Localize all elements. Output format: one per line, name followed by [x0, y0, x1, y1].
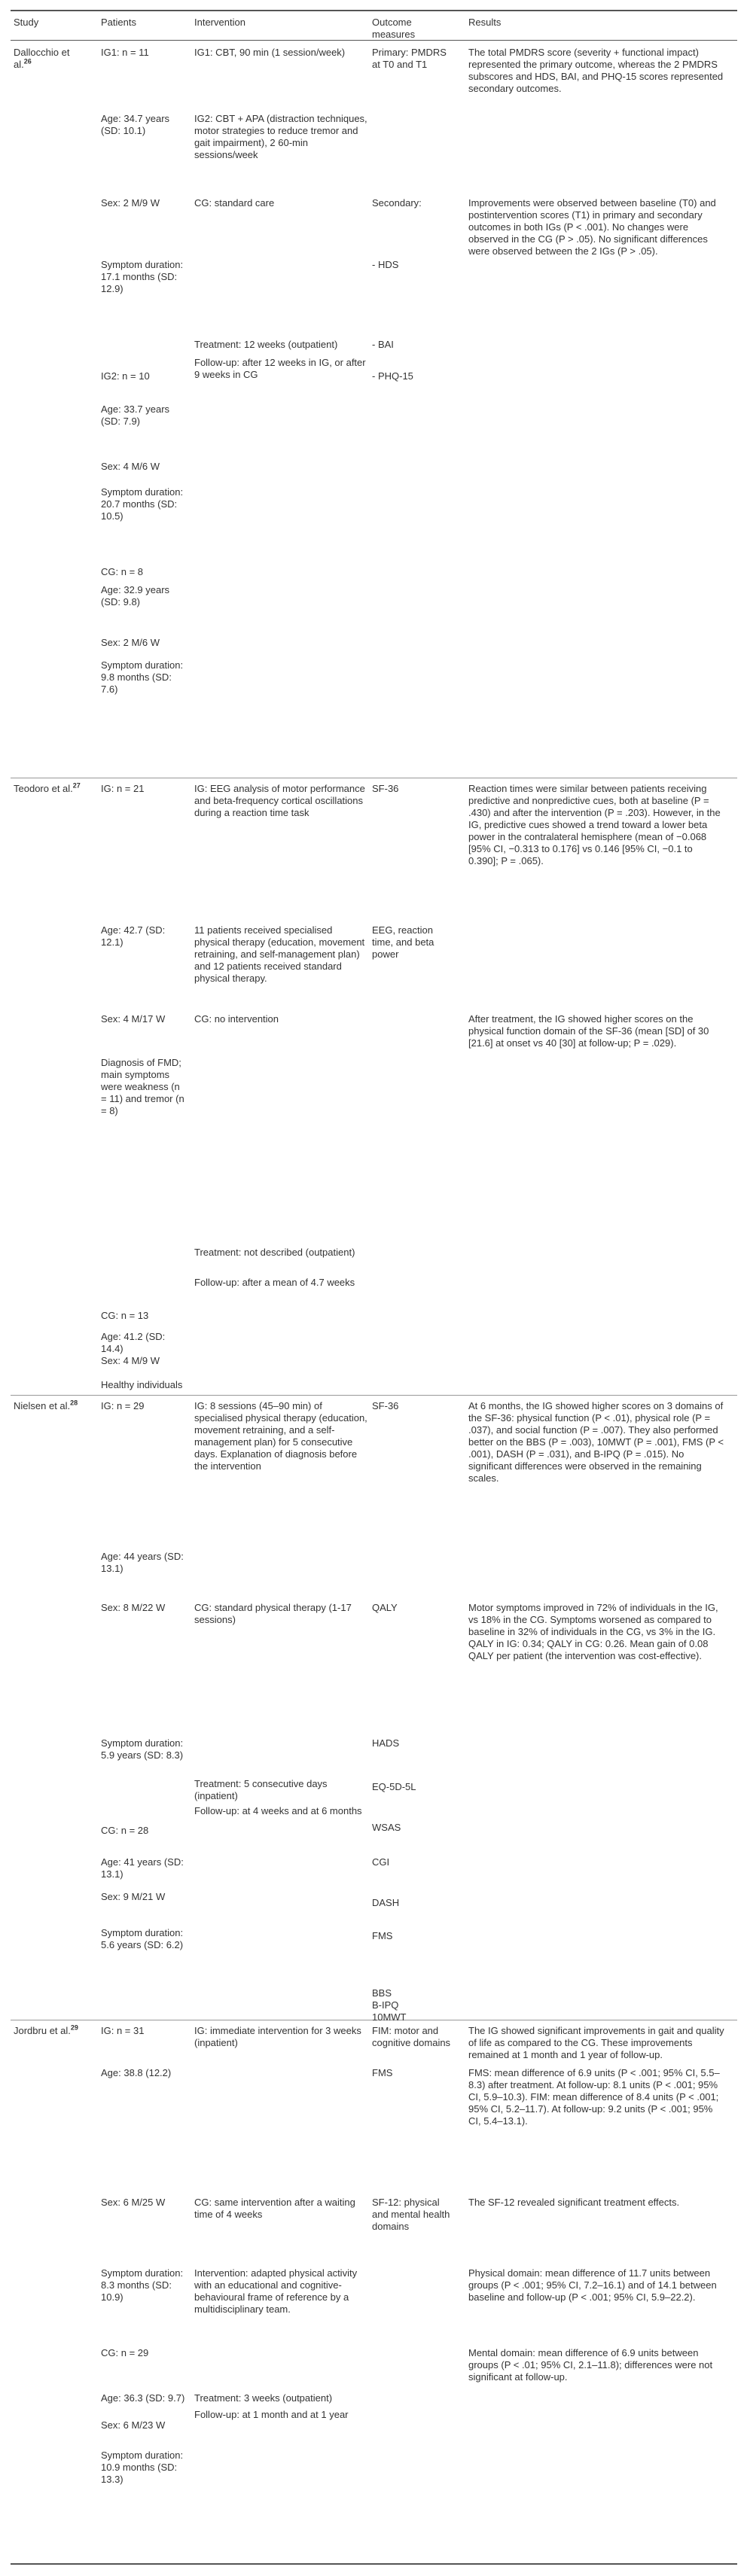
header-study: Study	[14, 17, 39, 28]
header-intervention: Intervention	[194, 17, 245, 28]
study-name: Nielsen et al.$^{28}$	[14, 1399, 78, 1411]
result-text: FMS: mean difference of 6.9 units (P < .001; 95% CI, 5.5–8.3) after treatment. At follow-up: 8.1 units (P < .001; 95% CI, 5.9–10.3). FIM: mean difference of 8.4 units (P < .001; 95% CI, 5.2–11.7). At follow-up: 9.2 units (P < .001; 95% CI, 5.4–13.1).	[468, 2067, 720, 2127]
header-patients: Patients	[101, 17, 136, 28]
intervention-text: IG2: CBT + APA (distraction techniques, motor strategies to reduce tremor and gait impairment), 2 60-min sessions/week	[194, 113, 367, 160]
outcome-measure: - HDS	[372, 259, 399, 270]
result-text: After treatment, the IG showed higher scores on the physical function domain of the SF-36 (mean [SD] of 30 [21.6] at onset vs 40 [30] at follow-up; P = .029).	[468, 1013, 709, 1049]
study-name: Jordbru et al.$^{29}$	[14, 2023, 78, 2036]
group-sex: Sex: 6 M/23 W	[101, 2419, 166, 2431]
outcome-measure: BBS	[372, 1987, 392, 1999]
group-age: Age: 36.3 (SD: 9.7)	[101, 2392, 185, 2404]
group-size: IG: n = 29	[101, 1400, 145, 1411]
follow-up: Follow-up: after 12 weeks in IG, or after 9 weeks in CG	[194, 357, 366, 380]
group-size: IG2: n = 10	[101, 370, 150, 382]
table-bottom-rule	[11, 2563, 737, 2565]
treatment-duration: Treatment: 12 weeks (outpatient)	[194, 339, 338, 350]
result-text: Motor symptoms improved in 72% of individuals in the IG, vs 18% in the CG. Symptoms worsened as compared to baseline in 32% of individuals in the CG, vs 3% in the IG. QALY in IG: 0.34; QALY in CG: 0.26. Mean gain of 0.08 QALY per patient (the intervention was cost-effective).	[468, 1602, 718, 1661]
result-text: The total PMDRS score (severity + functional impact) represented the primary outcome, whereas the 2 PMDRS subscores and HDS, BAI, and PHQ-15 scores represented secondary outcomes.	[468, 47, 724, 94]
group-size: IG: n = 21	[101, 783, 145, 794]
outcome-measure: FMS	[372, 1930, 393, 1941]
symptom-duration: Symptom duration: 5.9 years (SD: 8.3)	[101, 1737, 184, 1761]
follow-up: Follow-up: at 1 month and at 1 year	[194, 2409, 349, 2420]
treatment-duration: Treatment: 5 consecutive days (inpatient)	[194, 1778, 328, 1801]
study-name: Teodoro et al.$^{27}$	[14, 781, 81, 794]
treatment-duration: Treatment: 3 weeks (outpatient)	[194, 2392, 333, 2404]
table-top-rule	[11, 10, 737, 11]
symptom-duration: Symptom duration: 5.6 years (SD: 6.2)	[101, 1927, 184, 1950]
result-text: The IG showed significant improvements in gait and quality of life as compared to the CG. These improvements remained at 1 month and 1 year of follow-up.	[468, 2025, 724, 2060]
group-size: CG: n = 13	[101, 1310, 149, 1321]
header-results: Results	[468, 17, 502, 28]
follow-up: Follow-up: after a mean of 4.7 weeks	[194, 1277, 355, 1288]
intervention-text: CG: standard care	[194, 197, 275, 209]
outcome-measure: SF-36	[372, 1400, 399, 1411]
group-sex: Sex: 2 M/6 W	[101, 637, 160, 648]
group-sex: Sex: 6 M/25 W	[101, 2197, 166, 2208]
intervention-text: CG: no intervention	[194, 1013, 279, 1025]
intervention-text: Intervention: adapted physical activity with an educational and cognitive-behavioural frame of reference by a multidisciplinary team.	[194, 2267, 358, 2315]
outcome-measure: CGI	[372, 1856, 390, 1868]
result-text: The SF-12 revealed significant treatment effects.	[468, 2197, 680, 2208]
symptom-duration: Symptom duration: 9.8 months (SD: 7.6)	[101, 659, 184, 695]
group-size: CG: n = 28	[101, 1825, 149, 1836]
intervention-text: CG: same intervention after a waiting time of 4 weeks	[194, 2197, 355, 2220]
control-description: Healthy individuals	[101, 1379, 183, 1390]
result-text: At 6 months, the IG showed higher scores on 3 domains of the SF-36: physical function (P < .01), physical role (P = .037), and social function (P = .007). They also performed better on the BBS (P = .003), 10MWT (P = .001), FMS (P < .001), DASH (P = .031), and B-IPQ (P = .015). No significant differences were observed in the remaining scales.	[468, 1400, 724, 1484]
group-age: Age: 41 years (SD: 13.1)	[101, 1856, 184, 1880]
outcome-measure: Primary: PMDRS at T0 and T1	[372, 47, 447, 70]
result-text: Reaction times were similar between patients receiving predictive and nonpredictive cues, both at baseline (P = .430) and after the intervention (P = .203). However, in the IG, predictive cues showed a trend toward a lower beta power in the contralateral hemisphere (mean of −0.068 [95% CI, −0.313 to 0.176] vs 0.146 [95% CI, −0.1 to 0.390]; P = .065).	[468, 783, 721, 866]
outcome-measure: 10MWT	[372, 2011, 407, 2023]
group-age: Age: 33.7 years (SD: 7.9)	[101, 403, 170, 427]
intervention-text: IG: immediate intervention for 3 weeks (inpatient)	[194, 2025, 361, 2048]
outcome-measure: SF-36	[372, 783, 399, 794]
intervention-text: 11 patients received specialised physical therapy (education, movement retraining, and self-management plan) and 12 patients received standard physical therapy.	[194, 924, 365, 984]
group-age: Age: 44 years (SD: 13.1)	[101, 1551, 184, 1574]
outcome-measure: EQ-5D-5L	[372, 1781, 416, 1792]
group-age: Age: 41.2 (SD: 14.4)	[101, 1331, 166, 1354]
outcome-measure: SF-12: physical and mental health domains	[372, 2197, 450, 2232]
outcome-measure: FIM: motor and cognitive domains	[372, 2025, 451, 2048]
group-sex: Sex: 4 M/17 W	[101, 1013, 166, 1025]
group-sex: Sex: 4 M/6 W	[101, 461, 160, 472]
group-sex: Sex: 4 M/9 W	[101, 1355, 160, 1366]
outcome-measure: B-IPQ	[372, 1999, 399, 2011]
result-text: Physical domain: mean difference of 11.7 units between groups (P < .001; 95% CI, 7.2–16.1) and of 14.1 between baseline and follow-up (P < .001; 95% CI, 5.9–22.2).	[468, 2267, 717, 2303]
outcome-measure: - PHQ-15	[372, 370, 413, 382]
outcome-measure: QALY	[372, 1602, 398, 1613]
diagnosis: Diagnosis of FMD; main symptoms were weakness (n = 11) and tremor (n = 8)	[101, 1057, 184, 1116]
header-outcome-measures: Outcome measures	[372, 17, 416, 40]
outcome-measure: HADS	[372, 1737, 400, 1749]
intervention-text: IG: EEG analysis of motor performance and beta-frequency cortical oscillations during a reaction time task	[194, 783, 365, 818]
outcome-measure: - BAI	[372, 339, 394, 350]
group-size: IG: n = 31	[101, 2025, 145, 2036]
intervention-text: IG: 8 sessions (45–90 min) of specialised physical therapy (education, movement retraining, and a self-management plan) for 5 consecutive days. Explanation of diagnosis before the intervention	[194, 1400, 367, 1472]
symptom-duration: Symptom duration: 10.9 months (SD: 13.3)	[101, 2450, 184, 2485]
intervention-text: CG: standard physical therapy (1-17 sessions)	[194, 1602, 352, 1625]
group-size: CG: n = 29	[101, 2347, 149, 2358]
row-divider	[11, 1395, 737, 1396]
group-size: IG1: n = 11	[101, 47, 149, 58]
study-name: Dallocchio et al.$^{26}$	[14, 47, 70, 70]
group-age: Age: 38.8 (12.2)	[101, 2067, 172, 2078]
outcome-measure: Secondary:	[372, 197, 422, 209]
outcome-measure: DASH	[372, 1897, 400, 1908]
group-age: Age: 32.9 years (SD: 9.8)	[101, 584, 170, 607]
group-sex: Sex: 8 M/22 W	[101, 1602, 166, 1613]
follow-up: Follow-up: at 4 weeks and at 6 months	[194, 1805, 362, 1816]
intervention-text: IG1: CBT, 90 min (1 session/week)	[194, 47, 346, 58]
treatment-duration: Treatment: not described (outpatient)	[194, 1247, 355, 1258]
symptom-duration: Symptom duration: 20.7 months (SD: 10.5)	[101, 486, 184, 522]
symptom-duration: Symptom duration: 8.3 months (SD: 10.9)	[101, 2267, 184, 2303]
outcome-measure: FMS	[372, 2067, 393, 2078]
group-age: Age: 42.7 (SD: 12.1)	[101, 924, 166, 948]
group-sex: Sex: 2 M/9 W	[101, 197, 160, 209]
result-text: Improvements were observed between baseline (T0) and postintervention scores (T1) in primary and secondary outcomes in both IGs (P < .001). No changes were observed in the CG (P > .05). No significant differences were observed between the 2 IGs (P > .05).	[468, 197, 716, 257]
result-text: Mental domain: mean difference of 6.9 units between groups (P < .01; 95% CI, 2.1–11.8); differences were not significant at follow-up.	[468, 2347, 713, 2383]
outcome-measure: WSAS	[372, 1822, 401, 1833]
group-age: Age: 34.7 years (SD: 10.1)	[101, 113, 170, 136]
group-sex: Sex: 9 M/21 W	[101, 1891, 166, 1902]
symptom-duration: Symptom duration: 17.1 months (SD: 12.9)	[101, 259, 184, 294]
group-size: CG: n = 8	[101, 566, 143, 577]
outcome-measure: EEG, reaction time, and beta power	[372, 924, 434, 960]
